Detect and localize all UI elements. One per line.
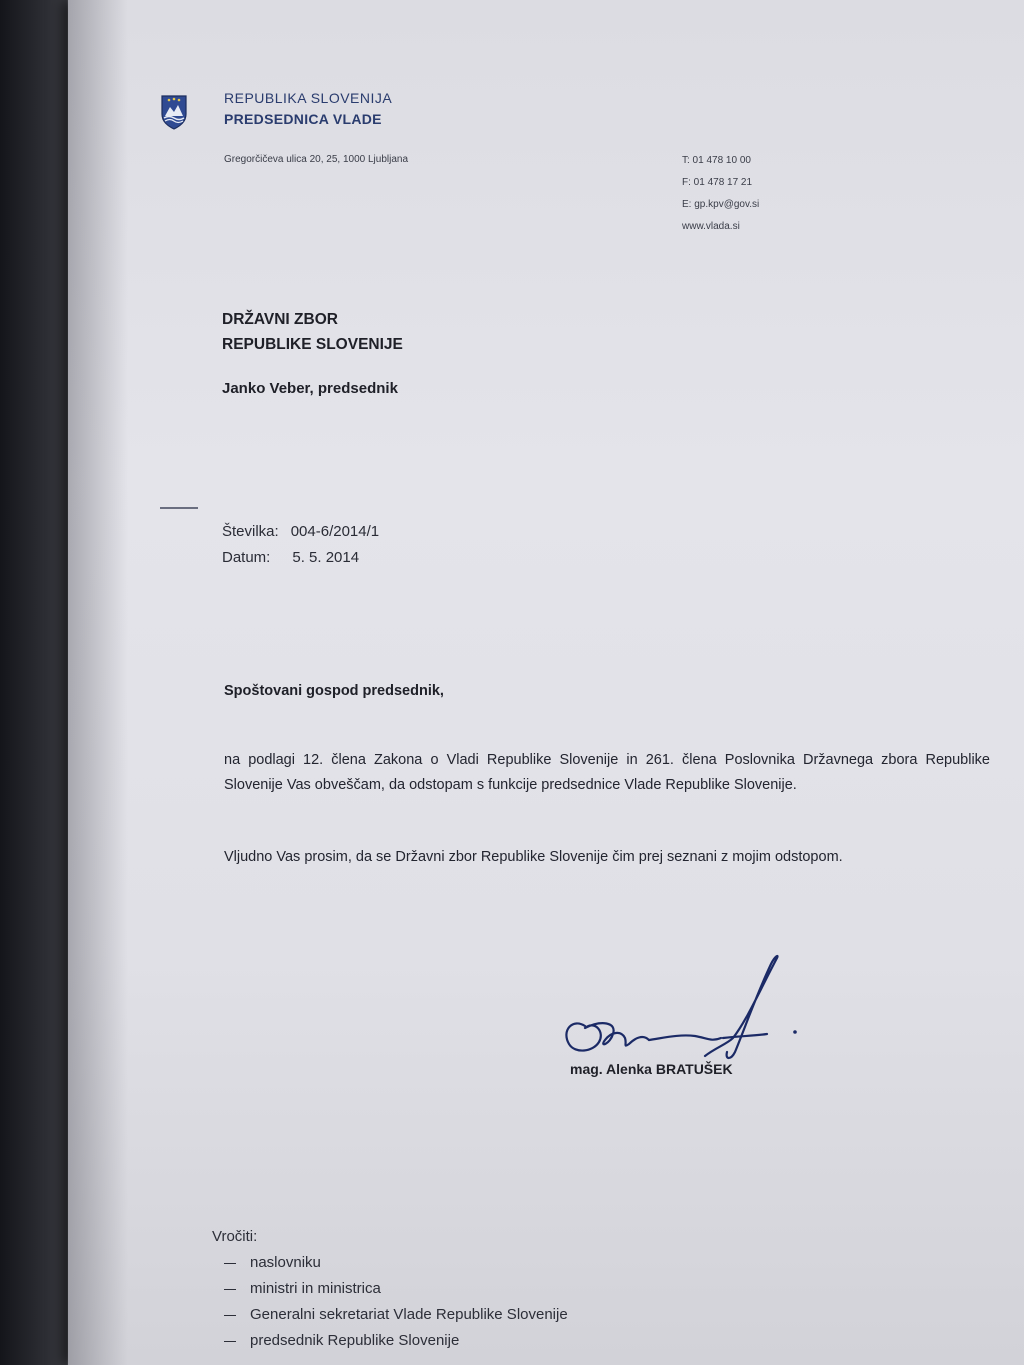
coat-of-arms-icon xyxy=(160,94,188,130)
letter-sheet xyxy=(68,0,1024,1365)
recipient-line-2: REPUBLIKE SLOVENIJE xyxy=(222,336,403,353)
letterhead-office: PREDSEDNICA VLADE xyxy=(224,111,382,127)
distribution-item: predsednik Republike Slovenije xyxy=(212,1328,568,1354)
signer-name: mag. Alenka BRATUŠEK xyxy=(570,1061,733,1077)
distribution-item: naslovniku xyxy=(212,1250,568,1276)
reference-number-row xyxy=(222,519,379,545)
contact-email: E: gp.kpv@gov.si xyxy=(682,199,760,210)
reference-number-value: 004-6/2014/1 xyxy=(290,523,380,540)
letterhead-government: REPUBLIKA SLOVENIJA xyxy=(224,90,393,106)
distribution-list xyxy=(212,1224,568,1354)
recipient-line-1: DRŽAVNI ZBOR xyxy=(222,311,338,328)
date-value: 5. 5. 2014 xyxy=(292,549,360,566)
handwritten-signature xyxy=(555,948,805,1068)
recipient-block xyxy=(222,307,403,357)
distribution-label: Vročiti: xyxy=(212,1228,258,1245)
distribution-item: ministri in ministrica xyxy=(212,1276,568,1302)
body-paragraph-2: Vljudno Vas prosim, da se Državni zbor Republike Slovenije čim prej seznani z mojim odstopom. xyxy=(224,849,843,865)
contact-web: www.vlada.si xyxy=(682,221,740,232)
reference-number-label: Številka: xyxy=(222,523,279,540)
date-row xyxy=(222,545,379,571)
page-shadow xyxy=(68,0,128,1365)
body-paragraph-1: na podlagi 12. člena Zakona o Vladi Republike Slovenije in 261. člena Poslovnika Državnega zbora Republike Slovenije Vas obveščam, da odstopam s funkcije predsednice Vlade Republike Slovenije. xyxy=(224,752,990,793)
distribution-item: Generalni sekretariat Vlade Republike Slovenije xyxy=(212,1302,568,1328)
fold-mark xyxy=(160,507,198,509)
contact-fax: F: 01 478 17 21 xyxy=(682,177,753,188)
salutation: Spoštovani gospod predsednik, xyxy=(224,683,444,699)
reference-block xyxy=(222,519,379,571)
letterhead-contact xyxy=(682,150,759,238)
letterhead-address: Gregorčičeva ulica 20, 25, 1000 Ljubljana xyxy=(224,154,409,165)
addressee: Janko Veber, predsednik xyxy=(222,380,398,397)
date-label: Datum: xyxy=(222,549,271,566)
contact-phone: T: 01 478 10 00 xyxy=(682,155,751,166)
